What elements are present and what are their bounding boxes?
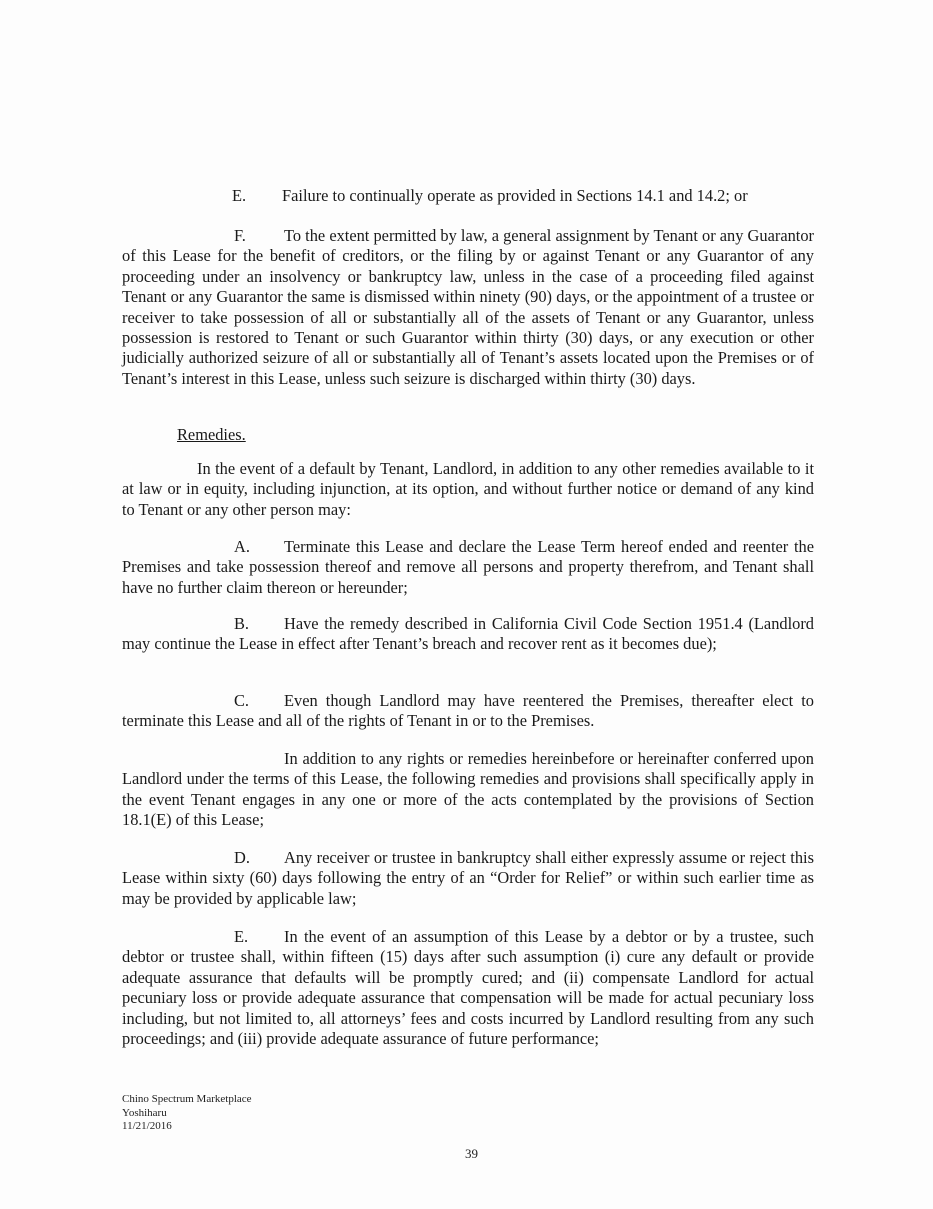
item-text: Failure to continually operate as provided in Sections 14.1 and 14.2; or (282, 186, 748, 205)
bankruptcy-item-e (122, 927, 814, 1049)
item-label: F. (234, 226, 246, 245)
footer-date: 11/21/2016 (122, 1120, 172, 1132)
item-e-failure-to-operate (232, 186, 748, 206)
remedies-intro-paragraph (122, 459, 814, 520)
item-text: Terminate this Lease and declare the Lease Term hereof ended and reenter the Premises and take possession thereof and remove all persons and property therefrom, and Tenant shall have no further claim thereon or hereunder; (122, 537, 814, 597)
remedy-a (122, 537, 814, 598)
item-label: E. (232, 186, 247, 205)
item-text: Any receiver or trustee in bankruptcy shall either expressly assume or reject this Lease within sixty (60) days following the entry of an “Order for Relief” or within such earlier time as may be provided by applicable law; (122, 848, 814, 908)
item-text: In the event of an assumption of this Lease by a debtor or by a trustee, such debtor or trustee shall, within fifteen (15) days after such assumption (i) cure any default or provide adequate assurance that defaults will be promptly cured; and (ii) compensate Landlord for actual pecuniary loss or provide adequate assurance that compensation will be made for actual pecuniary loss including, but not limited to, all attorneys’ fees and costs incurred by Landlord resulting from any such proceedings; and (iii) provide adequate assurance of future performance; (122, 927, 814, 1049)
additional-remedies-paragraph (122, 749, 814, 831)
item-text: To the extent permitted by law, a general assignment by Tenant or any Guarantor of this Lease for the benefit of creditors, or the filing by or against Tenant or any Guarantor of any proceeding under an insolvency or bankruptcy law, unless in the case of a proceeding filed against Tenant or any Guarantor the same is dismissed within ninety (90) days, or the appointment of a trustee or receiver to take possession of all or substantially all of the assets of Tenant or any Guarantor, unless possession is restored to Tenant or such Guarantor within thirty (30) days, or any execution or other judicially authorized seizure of all or substantially all of Tenant’s assets located upon the Premises or of Tenant’s interest in this Lease, unless such seizure is discharged within thirty (30) days. (122, 226, 814, 388)
item-label: A. (234, 537, 250, 556)
item-label: C. (234, 691, 250, 710)
item-text: Even though Landlord may have reentered the Premises, thereafter elect to terminate this Lease and all of the rights of Tenant in or to the Premises. (122, 691, 814, 731)
section-heading-remedies: Remedies. (177, 425, 246, 444)
paragraph-text: In addition to any rights or remedies hereinbefore or hereinafter conferred upon Landlord under the terms of this Lease, the following remedies and provisions shall specifically apply in the event Tenant engages in any one or more of the acts contemplated by the provisions of Section 18.1(E) of this Lease; (122, 749, 814, 830)
item-f-insolvency (122, 226, 814, 389)
item-label: B. (234, 614, 250, 633)
page-footer (122, 1093, 252, 1134)
footer-tenant-name: Yoshiharu (122, 1106, 167, 1119)
paragraph-text: In the event of a default by Tenant, Landlord, in addition to any other remedies available to it at law or in equity, including injunction, at its option, and without further notice or demand of any kind to Tenant or any other person may: (122, 459, 814, 519)
footer-property-name: Chino Spectrum Marketplace (122, 1093, 252, 1105)
bankruptcy-item-d (122, 848, 814, 909)
remedy-c (122, 691, 814, 732)
page-number: 39 (465, 1146, 478, 1161)
item-label: D. (234, 848, 250, 867)
remedy-b (122, 614, 814, 655)
item-label: E. (234, 927, 249, 946)
item-text: Have the remedy described in California Civil Code Section 1951.4 (Landlord may continue the Lease in effect after Tenant’s breach and recover rent as it becomes due); (122, 614, 814, 654)
